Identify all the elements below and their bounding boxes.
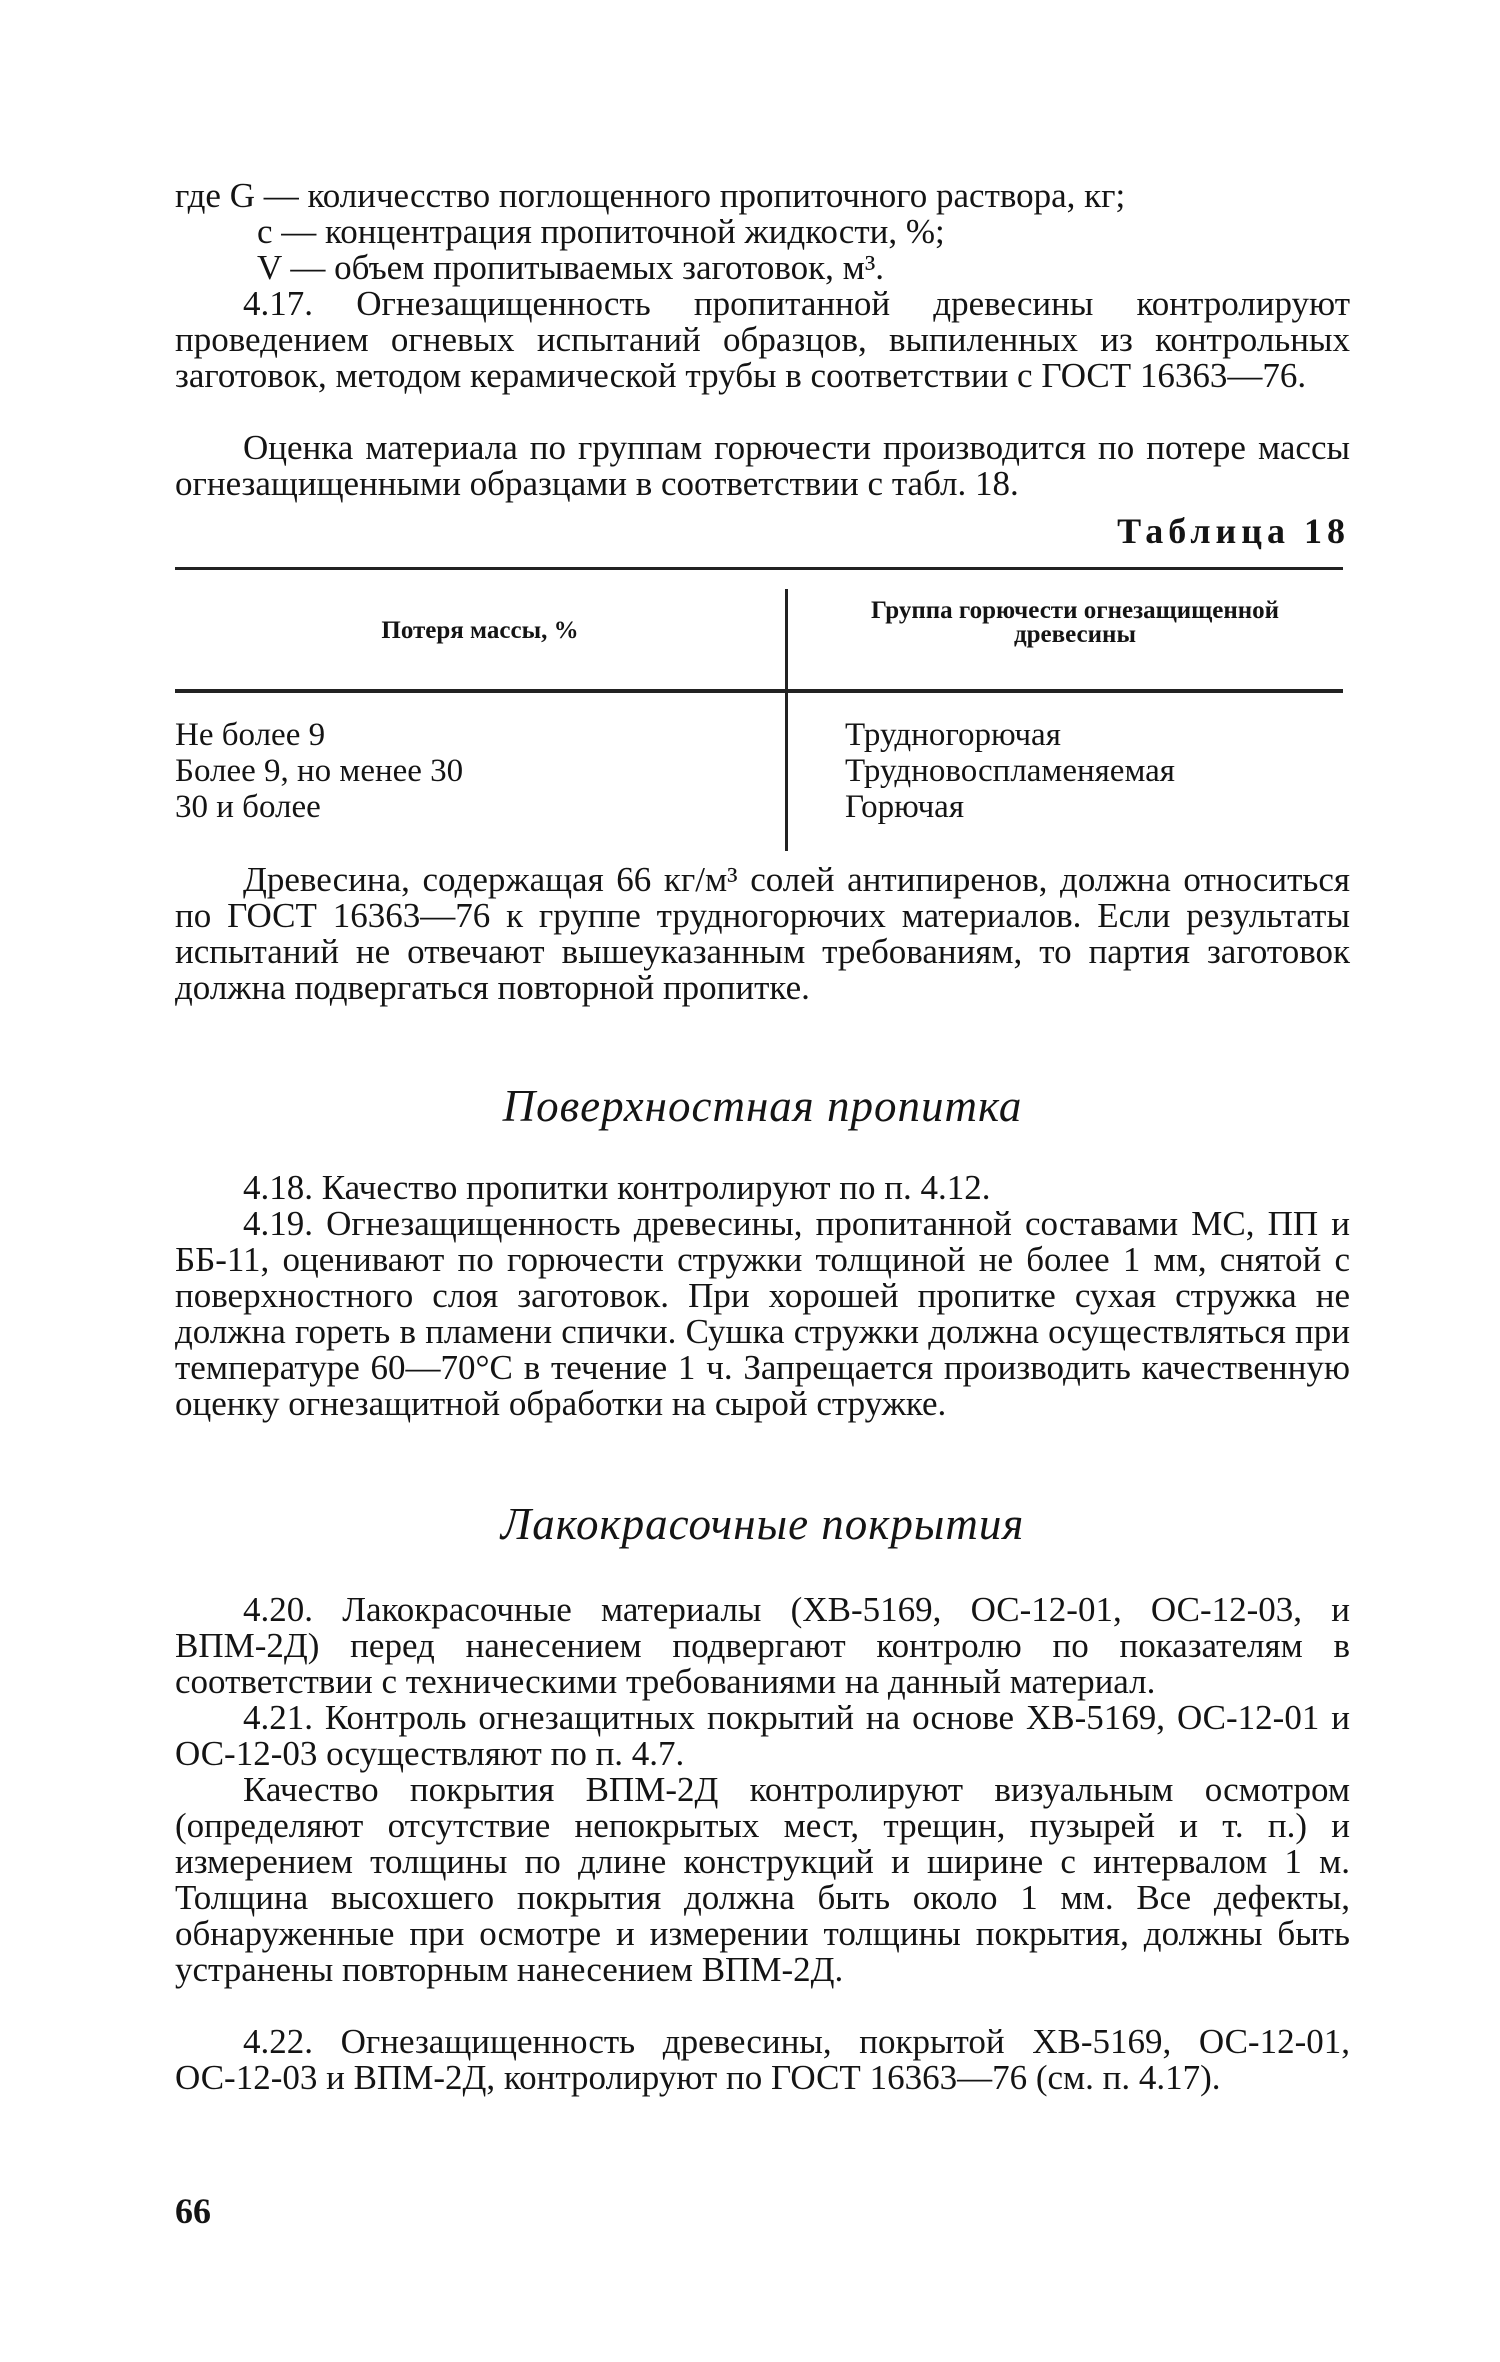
paragraph-4-19: 4.19. Огнезащищенность древесины, пропитанной составами МС, ПП и ББ-11, оценивают по горючести стружки толщиной не более 1 мм, снятой с поверхностного слоя заготовок. При хорошей пропитке сухая стружка не должна гореть в пламени спички. Сушка стружки должна осуществляться при температуре 60—70°С в течение 1 ч. Запрещается производить качественную оценку огнезащитной обработки на сырой стружке. — [175, 1204, 1350, 1423]
table-header-rule — [175, 689, 1343, 693]
paragraph-wood: Древесина, содержащая 66 кг/м³ солей антипиренов, должна относиться по ГОСТ 16363—76 к группе трудногорючих материалов. Если результаты испытаний не отвечают вышеуказанным требованиям, то партия заготовок должна подвергаться повторной пропитке. — [175, 860, 1350, 1007]
paragraph-4-21: 4.21. Контроль огнезащитных покрытий на основе ХВ-5169, ОС-12-01 и ОС-12-03 осуществляют по п. 4.7. — [175, 1698, 1350, 1773]
table-cell: Трудногорючая — [845, 717, 1061, 753]
table-cell: Трудновоспламеняемая — [845, 753, 1175, 789]
page-number: 66 — [175, 2191, 211, 2231]
definition-g: где G — количесство поглощенного пропиточного раствора, кг; — [175, 176, 1126, 215]
definition-c: c — концентрация пропиточной жидкости, %; — [257, 212, 945, 251]
table-column-mass-loss — [175, 717, 463, 825]
table-caption: Таблица 18 — [1117, 511, 1350, 551]
table-column-divider — [785, 589, 788, 851]
table-cell: Горючая — [845, 789, 964, 825]
table-cell: Не более 9 — [175, 717, 326, 753]
definition-v: V — объем пропитываемых заготовок, м³. — [257, 248, 885, 287]
table-top-rule — [175, 567, 1343, 570]
heading-coatings: Лакокрасочные покрытия — [500, 1499, 1025, 1549]
paragraph-quality: Качество покрытия ВПМ-2Д контролируют визуальным осмотром (определяют отсутствие непокрытых мест, трещин, пузырей и т. п.) и измерением толщины по длине конструкций и ширине с интервалом 1 м. Толщина высохшего покрытия должна быть около 1 мм. Все дефекты, обнаруженные при осмотре и измерении толщины покрытия, должны быть устранены повторным нанесением ВПМ-2Д. — [175, 1770, 1350, 1989]
flammability-table — [175, 567, 1343, 852]
heading-surface-impregnation: Поверхностная пропитка — [502, 1081, 1023, 1131]
table-cell: 30 и более — [175, 789, 321, 825]
paragraph-4-17: 4.17. Огнезащищенность пропитанной древесины контролируют проведением огневых испытаний образцов, выпиленных из контрольных заготовок, методом керамической трубы в соответствии с ГОСТ 16363—76. — [175, 284, 1350, 395]
table-header-group: Группа горючести огнезащищенной древесины — [870, 597, 1280, 648]
paragraph-4-22: 4.22. Огнезащищенность древесины, покрытой ХВ-5169, ОС-12-01, ОС-12-03 и ВПМ-2Д, контролируют по ГОСТ 16363—76 (см. п. 4.17). — [175, 2022, 1350, 2097]
table-cell: Более 9, но менее 30 — [175, 753, 464, 789]
table-header-mass-loss: Потеря массы, % — [381, 617, 579, 644]
paragraph-4-18: 4.18. Качество пропитки контролируют по п. 4.12. — [243, 1168, 991, 1207]
paragraph-assessment: Оценка материала по группам горючести производится по потере массы огнезащищенными образцами в соответствии с табл. 18. — [175, 428, 1350, 503]
paragraph-4-20: 4.20. Лакокрасочные материалы (ХВ-5169, ОС-12-01, ОС-12-03, и ВПМ-2Д) перед нанесением подвергают контролю по показателям в соответствии с техническими требованиями на данный материал. — [175, 1590, 1350, 1701]
table-column-group — [845, 717, 1175, 825]
definitions — [175, 178, 1350, 286]
